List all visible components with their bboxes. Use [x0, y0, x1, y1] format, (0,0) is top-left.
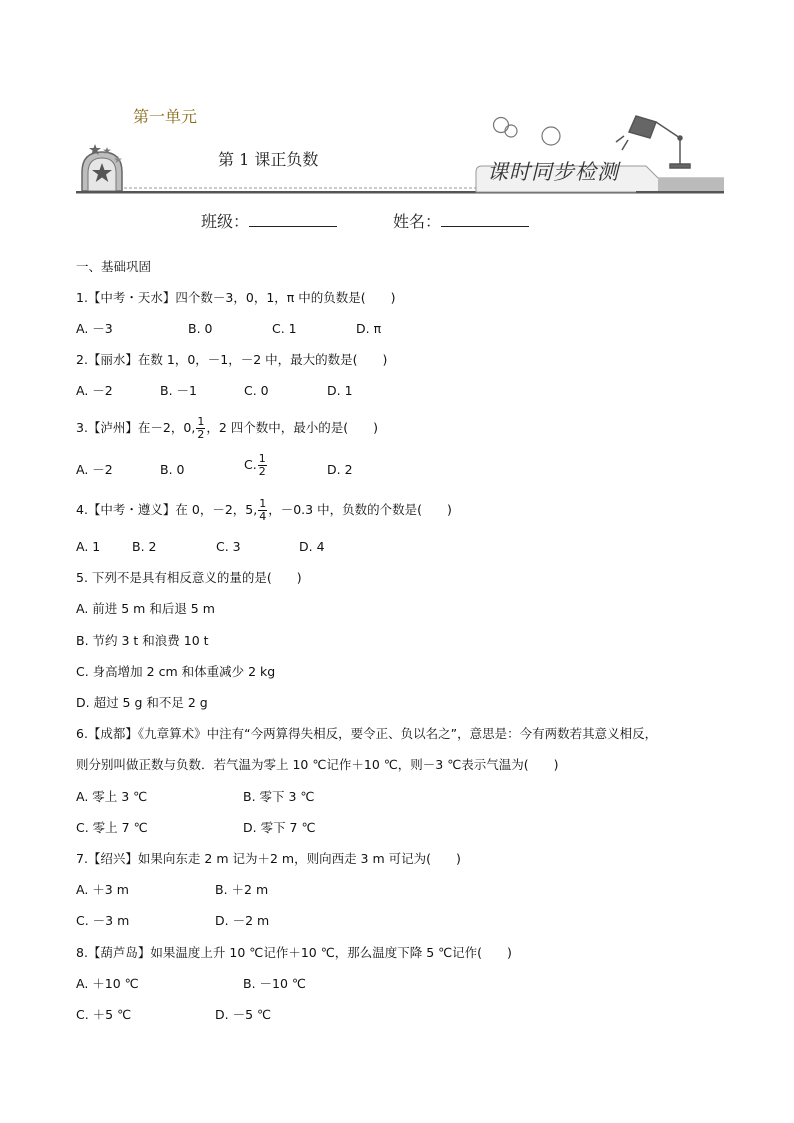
option-c: C. 1: [272, 321, 297, 336]
option-b: B. 0: [160, 462, 185, 477]
question-3-post: ，2 四个数中，最小的是( ): [206, 420, 378, 435]
option-b: B. 2: [132, 539, 157, 554]
option-a: A. －3: [76, 321, 113, 336]
option-d: D. －2 m: [215, 913, 270, 928]
fraction-numerator: 1: [258, 452, 266, 465]
bubbles-icon: [494, 118, 561, 146]
name-field: [393, 209, 529, 232]
question-4: [76, 495, 452, 525]
question-6-line-2: 则分别叫做正数与负数．若气温为零上 10 ℃记作＋10 ℃，则－3 ℃表示气温为( ): [76, 757, 559, 772]
option-d: D. 零下 7 ℃: [243, 820, 316, 835]
option-d: D. －5 ℃: [215, 1007, 272, 1022]
brand-title: 课时同步检测: [487, 160, 619, 184]
desk-lamp-icon: [616, 116, 690, 168]
fraction-denominator: 2: [258, 465, 266, 478]
unit-label: 第一单元: [133, 107, 198, 126]
question-8: 8.【葫芦岛】如果温度上升 10 ℃记作＋10 ℃，那么温度下降 5 ℃记作( ): [76, 945, 512, 960]
option-d: D. π: [356, 321, 382, 336]
question-5-option-a: A. 前进 5 m 和后退 5 m: [76, 601, 215, 616]
option-c: C. ＋5 ℃: [76, 1007, 132, 1022]
option-b: B. ＋2 m: [215, 882, 269, 897]
option-b: B. 零下 3 ℃: [243, 789, 315, 804]
option-a: A. 1: [76, 539, 101, 554]
option-a: A. ＋3 m: [76, 882, 129, 897]
class-field: [201, 209, 337, 232]
option-c: C. 0: [244, 383, 269, 398]
option-b: B. －10 ℃: [243, 976, 306, 991]
question-7: 7.【绍兴】如果向东走 2 m 记为＋2 m，则向西走 3 m 可记为( ): [76, 851, 461, 866]
option-a: A. 零上 3 ℃: [76, 789, 148, 804]
option-d: D. 2: [327, 462, 353, 477]
fraction-denominator: 2: [197, 428, 205, 441]
fraction: [196, 416, 205, 441]
question-6-line-1: 6.【成都】《九章算术》中注有“今两算得失相反，要令正、负以名之”，意思是：今有两数若其意义相反，: [76, 726, 658, 741]
question-3: [76, 413, 378, 443]
option-a: A. －2: [76, 383, 113, 398]
section-heading: 一、基础巩固: [76, 259, 152, 274]
fraction-numerator: 1: [259, 497, 267, 510]
question-3-pre: 3.【泸州】在－2，0,: [76, 420, 196, 435]
option-d: D. 1: [327, 383, 353, 398]
question-5: 5. 下列不是具有相反意义的量的是( ): [76, 570, 302, 585]
option-c: [244, 453, 268, 478]
option-a: A. －2: [76, 462, 113, 477]
question-5-option-c: C. 身高增加 2 cm 和体重减少 2 kg: [76, 664, 276, 679]
option-c: C. －3 m: [76, 913, 130, 928]
option-d: D. 4: [299, 539, 325, 554]
option-c: C. 零上 7 ℃: [76, 820, 148, 835]
question-1: 1.【中考・天水】四个数－3，0，1，π 中的负数是( ): [76, 290, 396, 305]
fraction-numerator: 1: [197, 415, 205, 428]
question-5-option-d: D. 超过 5 g 和不足 2 g: [76, 695, 208, 710]
name-label: 姓名：: [393, 212, 442, 231]
lesson-title: 第 1 课正负数: [218, 150, 319, 169]
question-4-post: ，－0.3 中，负数的个数是( ): [268, 502, 452, 517]
fraction: [258, 453, 267, 478]
option-a: A. ＋10 ℃: [76, 976, 139, 991]
option-c: C. 3: [216, 539, 241, 554]
class-blank[interactable]: [249, 212, 337, 227]
question-2: 2.【丽水】在数 1，0，－1，－2 中，最大的数是( ): [76, 352, 388, 367]
fraction: [258, 498, 267, 523]
question-4-pre: 4.【中考・遵义】在 0，－2，5,: [76, 502, 258, 517]
option-c-label: C.: [244, 457, 257, 472]
option-b: B. －1: [160, 383, 197, 398]
class-label: 班级：: [201, 212, 250, 231]
name-blank[interactable]: [441, 212, 529, 227]
fraction-denominator: 4: [259, 510, 267, 523]
question-3-options: [76, 452, 636, 485]
star-badge-icon: [82, 144, 122, 191]
option-b: B. 0: [188, 321, 213, 336]
question-5-option-b: B. 节约 3 t 和浪费 10 t: [76, 633, 209, 648]
